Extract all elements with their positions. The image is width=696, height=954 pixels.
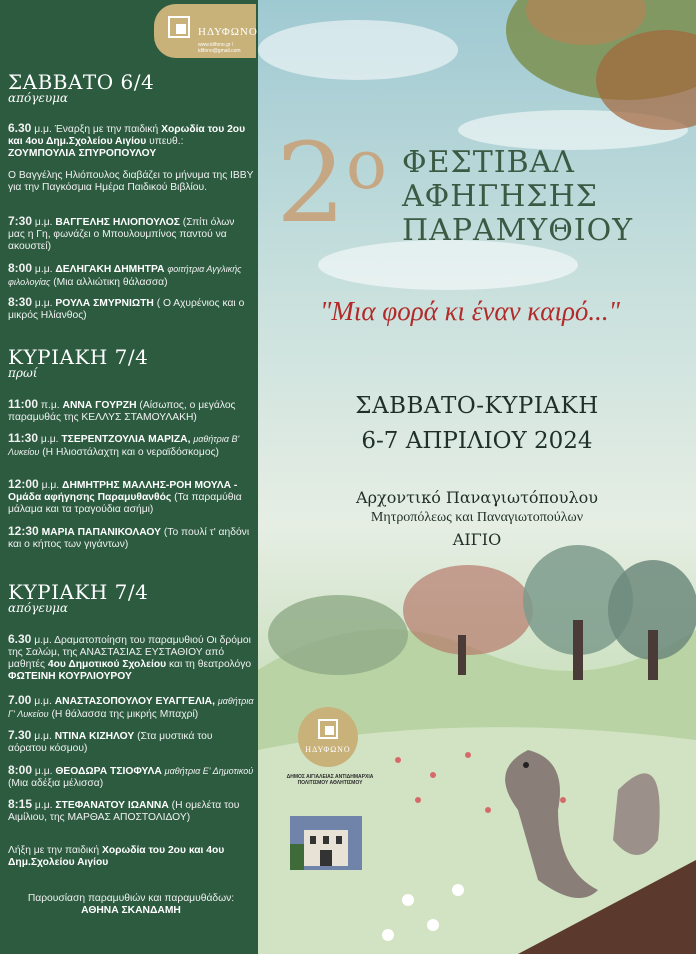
event-item: 6.30 μ.μ. Έναρξη με την παιδική Χορωδία του 2ου και 4ου Δημ.Σχολείου Αιγίου υπευθ.: ΖΟΥΜΠΟΥΛΙΑ ΣΠΥΡΟΠΟΥΛΟΥ [8, 121, 246, 159]
festival-dates: 6-7 ΑΠΡΙΛΙΟΥ 2024 [361, 428, 593, 454]
event-item: 11:00 π.μ. ΑΝΝΑ ΓΟΥΡΖΗ (Αίσωπος, ο μεγάλος παραμυθάς της ΚΕΛΛΥΣ ΣΤΑΜΟΥΛΑΚΗ) [8, 397, 236, 423]
event-item: 7.00 μ.μ. ΑΝΑΣΤΑΣΟΠΟΥΛΟΥ ΕΥΑΓΓΕΛΙΑ, μαθήτρια Γ' Λυκείου (Η θάλασσα της μικρής Μπαχρί) [8, 693, 254, 720]
event-item: Ο Βαγγέλης Ηλιόπουλος διαβάζει το μήνυμα της IBBY για την Παγκόσμια Ημέρα Παιδικού Βιβλίου. [8, 170, 254, 193]
day-heading: ΚΥΡΙΑΚΗ 7/4 πρωί [8, 345, 149, 380]
mansion-photo [290, 816, 362, 870]
festival-title: ΦΕΣΤΙΒΑΛ ΑΦΗΓΗΣΗΣ ΠΑΡΑΜΥΘΙΟΥ [402, 145, 634, 248]
event-item: 12:00 μ.μ. ΔΗΜΗΤΡΗΣ ΜΑΛΛΗΣ-ΡΟΗ ΜΟΥΛΑ - Ομάδα αφήγησης Παραμυθανθός (Τα παραμύθια μάλαμα και τα τραγούδια ασήμι) [8, 477, 242, 515]
day-heading: ΣΑΒΒΑΤΟ 6/4 απόγευμα [8, 70, 155, 105]
cloud [258, 20, 458, 80]
logo-mark-icon [318, 719, 338, 739]
event-item: 7.30 μ.μ. ΝΤΙΝΑ ΚΙΖΗΛΟΥ (Στα μυστικά του αόρατου κόσμου) [8, 728, 213, 754]
festival-edition-number: $2^o$ [276, 119, 387, 247]
venue-name: Αρχοντικό Παναγιωτόπουλου [356, 488, 598, 507]
poster-artwork [258, 0, 696, 954]
logo-name: ΗΔΥΦΩΝΟ [198, 26, 258, 38]
event-item: 12:30 ΜΑΡΙΑ ΠΑΠΑΝΙΚΟΛΑΟΥ (Το πουλί τ' αηδόνι και ο κήπος των γιγάντων) [8, 524, 250, 550]
festival-days: ΣΑΒΒΑΤΟ-ΚΥΡΙΑΚΗ [355, 393, 599, 419]
logo-mark-icon [168, 16, 190, 38]
municipality-credit: ΔΗΜΟΣ ΑΙΓΙΑΛΕΙΑΣ ΑΝΤΙΔΗΜΑΡΧΙΑ ΠΟΛΙΤΙΣΜΟΥ ΑΘΛΗΤΙΣΜΟΥ [286, 774, 374, 786]
venue-address: Μητροπόλεως και Παναγιωτοπούλων [370, 510, 584, 525]
day-heading: ΚΥΡΙΑΚΗ 7/4 απόγευμα [8, 580, 149, 615]
venue-city: ΑΙΓΙΟ [452, 530, 502, 549]
festival-tagline: "Μια φορά κι έναν καιρό..." [320, 296, 620, 326]
presenter-credit: Παρουσίαση παραμυθιών και παραμυθάδων: ΑΘΗΝΑ ΣΚΑΝΔΑΜΗ [27, 893, 235, 916]
event-item: 6.30 μ.μ. Δραματοποίηση του παραμυθιού Οι δρόμοι της Σαλώμ, της ΑΝΑΣΤΑΣΙΑΣ ΕΥΣΤΑΘΙΟΥ από μαθητές 4ου Δημοτικού Σχολείου και τη θεατρολόγο ΦΩΤΕΙΝΗ ΚΟΥΡΛΙΟΥΡΟΥ [8, 632, 252, 682]
event-item: 8:00 μ.μ. ΘΕΟΔΩΡΑ ΤΣΙΟΦΥΛΑ μαθήτρια Ε' Δημοτικού (Μια αδέξια μέλισσα) [8, 763, 254, 789]
event-item: 8:30 μ.μ. ΡΟΥΛΑ ΣΜΥΡΝΙΩΤΗ ( Ο Αχυρένιος και ο μικρός Ηλίανθος) [8, 295, 245, 321]
idifono-circle-logo: ΗΔΥΦΩΝΟ [298, 707, 358, 767]
event-item: 11:30 μ.μ. ΤΣΕΡΕΝΤΖΟΥΛΙΑ ΜΑΡΙΖΑ, μαθήτρια Β' Λυκείου (Η Ηλιοστάλαχτη και ο νεραϊδόσκομος) [8, 431, 240, 458]
event-item: 8:15 μ.μ. ΣΤΕΦΑΝΑΤΟΥ ΙΩΑΝΝΑ (Η ομελέτα του Αιμίλιου, της ΜΑΡΘΑΣ ΑΠΟΣΤΟΛΙΔΟΥ) [8, 797, 240, 823]
program-sidebar [0, 0, 258, 954]
event-item: 8:00 μ.μ. ΔΕΛΗΓΑΚΗ ΔΗΜΗΤΡΑ φοιτήτρια Αγγλικής φιλολογίας (Μια αλλιώτικη θάλασσα) [8, 261, 242, 288]
event-item: Λήξη με την παιδική Χορωδία του 2ου και 4ου Δημ.Σχολείου Αιγίου [8, 845, 225, 868]
idifono-logo [154, 4, 256, 58]
logo-web: www.idifono.gr / idifono@gmail.com [198, 42, 241, 54]
event-item: 7:30 μ.μ. ΒΑΓΓΕΛΗΣ ΗΛΙΟΠΟΥΛΟΣ (Σπίτι όλων μας η Γη, φωνάζει ο Μπουλουμπίνος παντού να ακουστεί) [8, 214, 235, 252]
